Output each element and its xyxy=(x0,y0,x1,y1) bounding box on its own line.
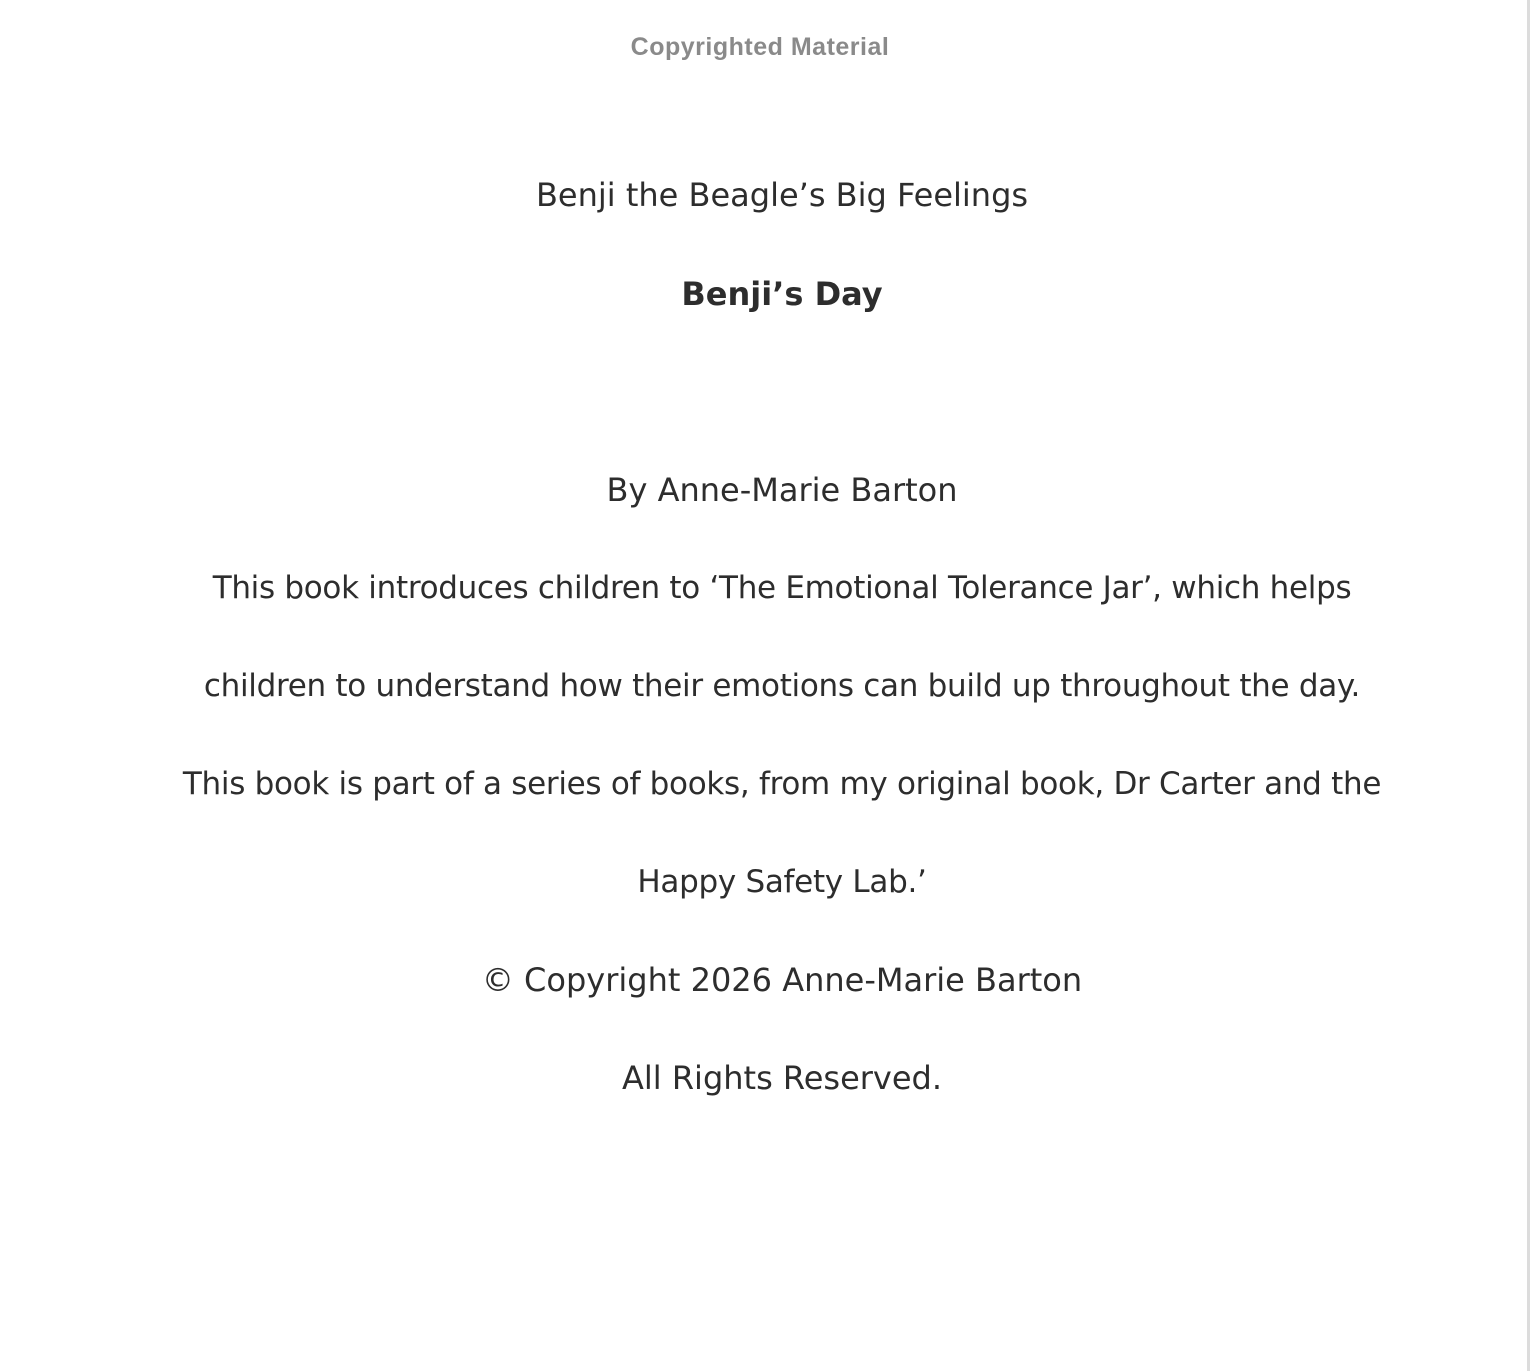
series-title: Benji the Beagle’s Big Feelings xyxy=(535,176,1029,214)
rights-line: All Rights Reserved. xyxy=(621,1059,943,1097)
description-line-4: Happy Safety Lab.’ xyxy=(637,864,927,900)
author-line: By Anne-Marie Barton xyxy=(606,471,958,509)
book-title: Benji’s Day xyxy=(681,275,883,313)
description-line-3: This book is part of a series of books, from my original book, Dr Carter and the xyxy=(182,766,1382,802)
description-line-2: children to understand how their emotions can build up throughout the day. xyxy=(203,668,1361,704)
description-line-1: This book introduces children to ‘The Emotional Tolerance Jar’, which helps xyxy=(212,570,1352,606)
copyrighted-material-watermark: Copyrighted Material xyxy=(630,33,890,61)
copyright-line: © Copyright 2026 Anne-Marie Barton xyxy=(481,961,1083,999)
